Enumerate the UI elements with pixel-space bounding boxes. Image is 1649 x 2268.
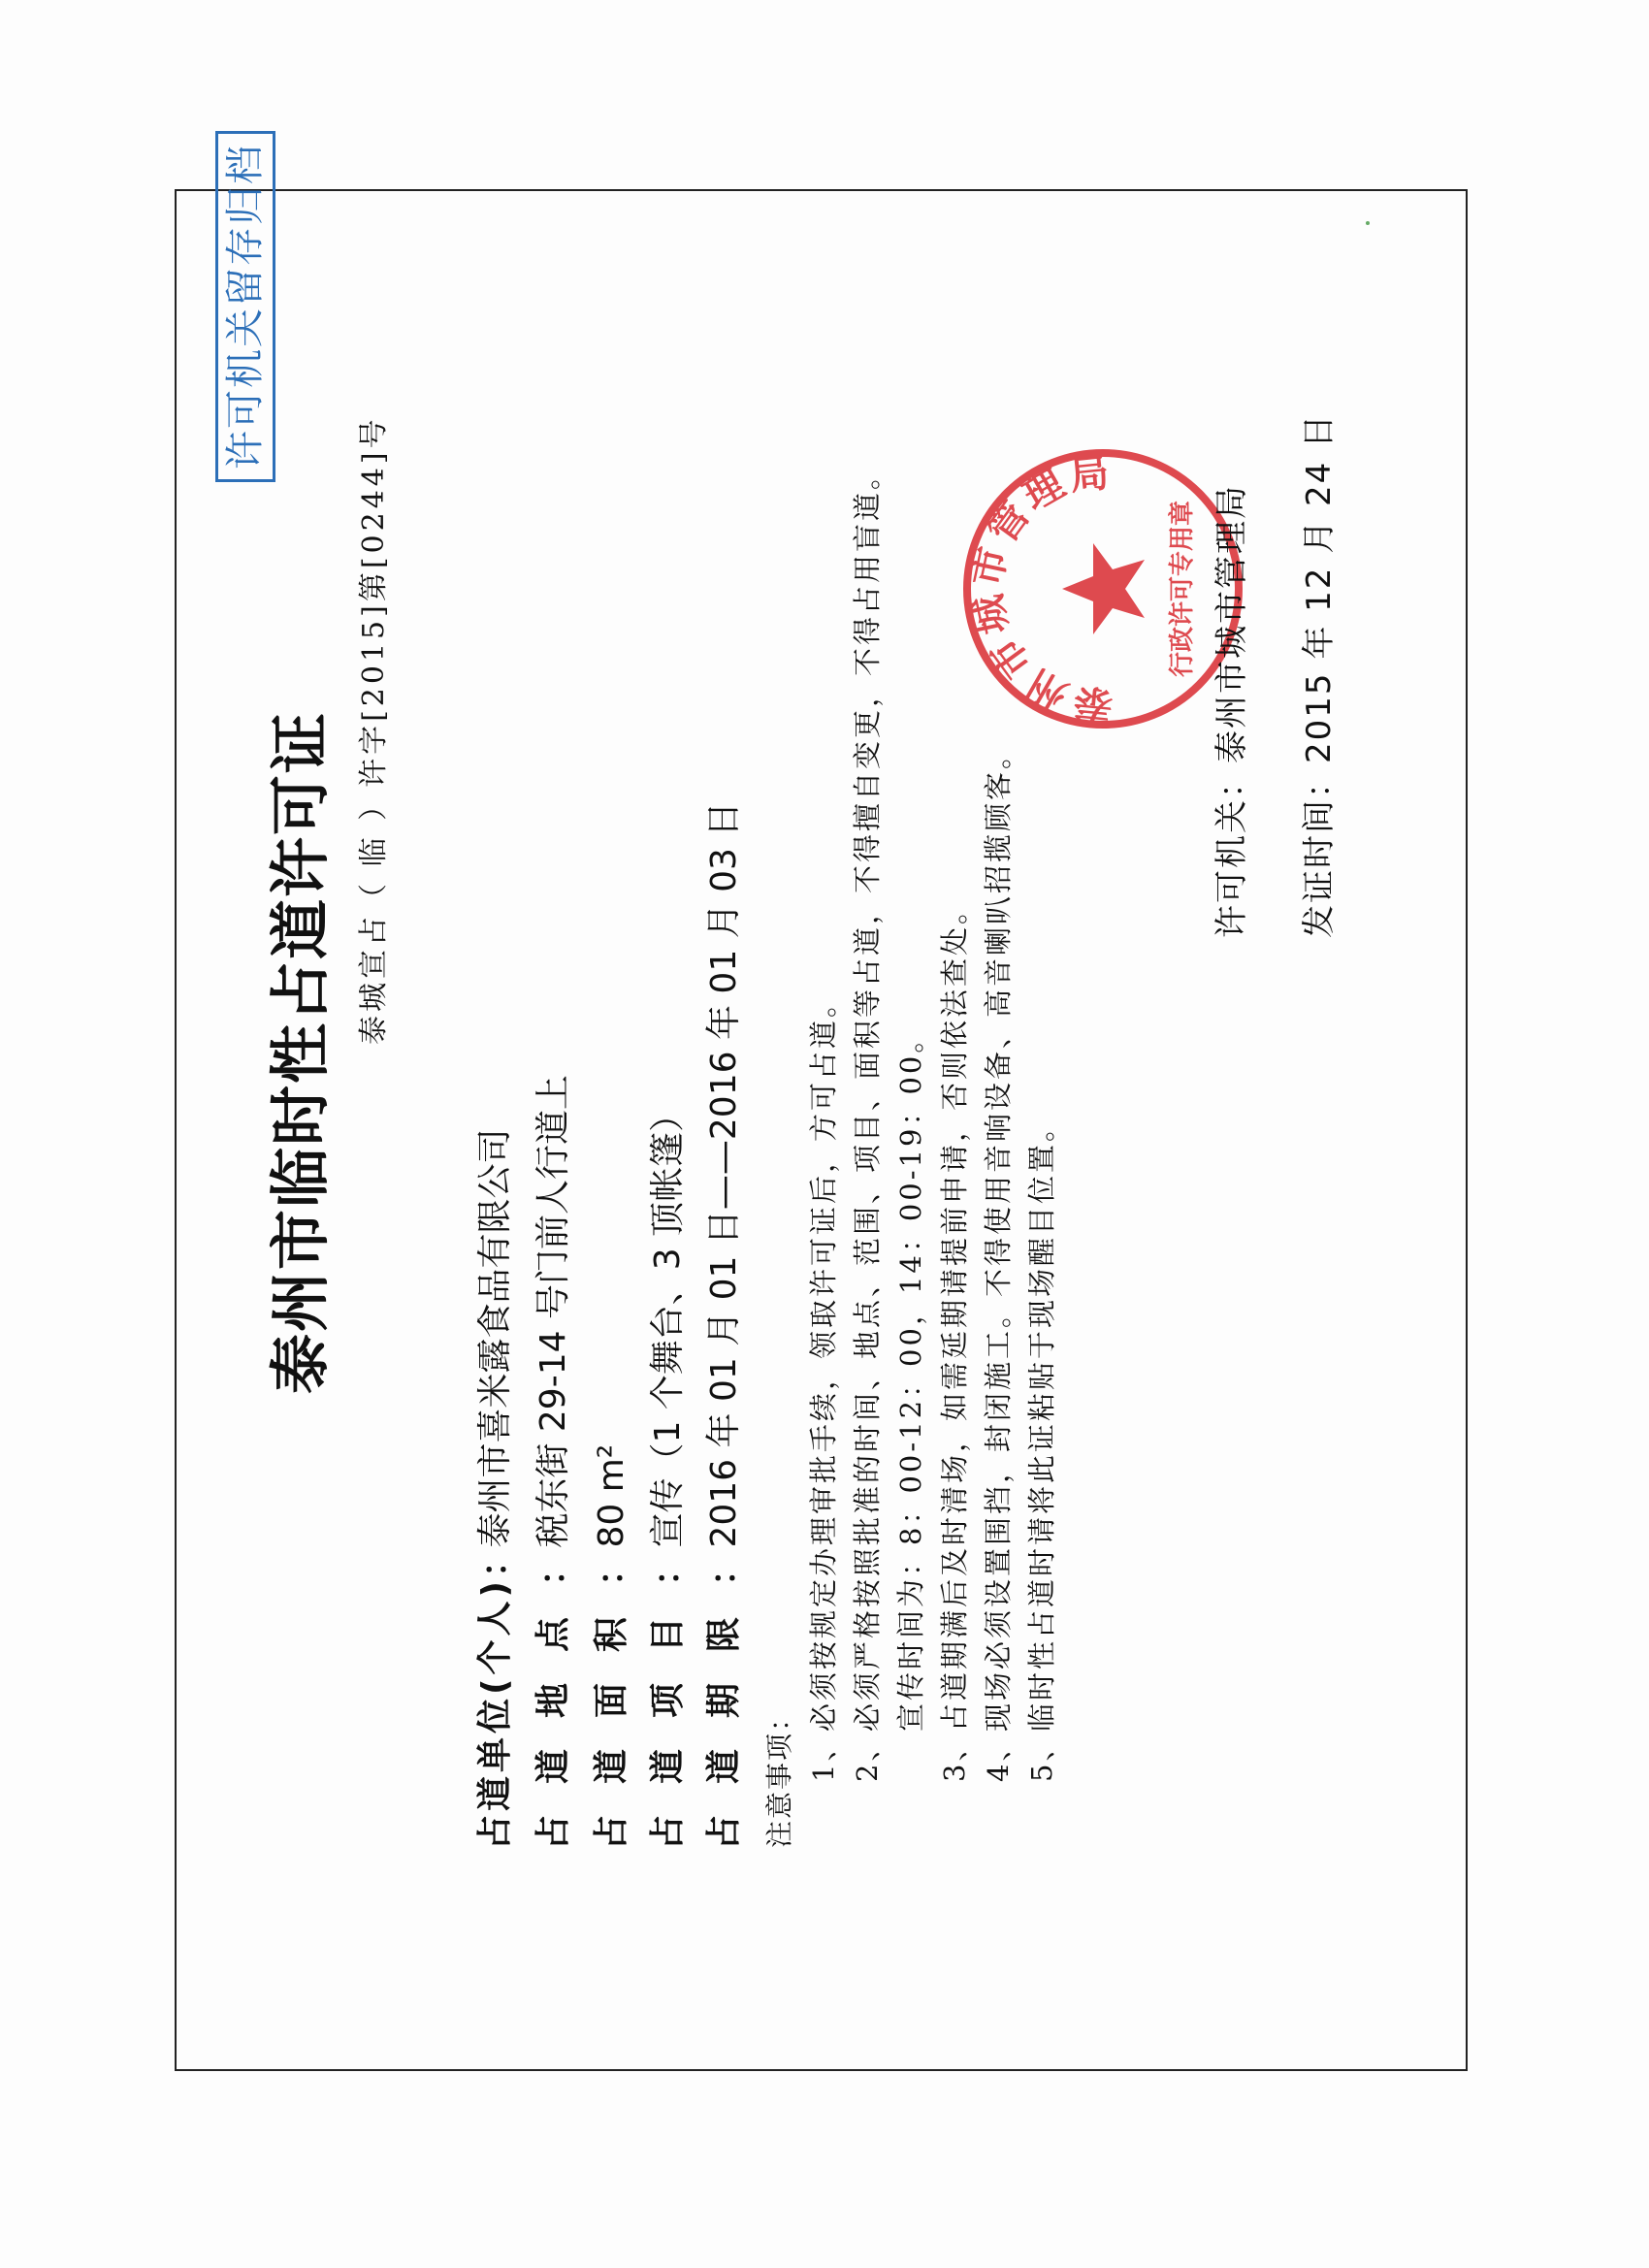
note-text: 临时性占道时请将此证粘贴于现场醒目位置。 — [1025, 1110, 1058, 1732]
page-title: 泰州市临时性占道许可证 — [265, 710, 336, 1394]
authority-name: 泰州市城市管理局 — [1212, 484, 1251, 763]
field-label: 占道期限： — [704, 1519, 744, 1850]
note-text: 宣传时间为：8：00-12：00，14：00-19：00。 — [894, 1021, 927, 1732]
issue-label: 发证时间： — [1300, 763, 1339, 938]
note-item — [933, 893, 973, 1782]
note-number: 5、 — [1025, 1730, 1058, 1782]
notes-title: 注意事项： — [763, 1701, 795, 1848]
field-value: 宣传（1 个舞台、3 顶帐篷） — [648, 1096, 688, 1548]
seal-star-icon — [1062, 543, 1145, 634]
field-label: 占道项目： — [648, 1519, 688, 1850]
scan-speck — [1366, 221, 1370, 225]
field-label: 占道面积： — [592, 1519, 631, 1850]
field-value: 税东街 29-14 号门前人行道上 — [534, 1075, 573, 1548]
note-number: 4、 — [982, 1730, 1015, 1782]
field-value: 80 m² — [592, 1443, 631, 1548]
certificate-frame — [175, 144, 1468, 2071]
permit-number: 泰城宣占（ 临 ）许字[2015]第[0244]号 — [357, 415, 391, 1045]
field-occupant — [468, 1129, 516, 1850]
issuing-authority — [1205, 484, 1252, 938]
field-value: 2016 年 01 月 01 日——2016 年 01 月 03 日 — [704, 801, 744, 1548]
field-period — [696, 802, 745, 1850]
field-label: 占道地点： — [534, 1519, 573, 1850]
note-item — [846, 459, 886, 1782]
note-item — [889, 1022, 929, 1782]
seal-bottom-text: 行政许可专用章 — [1168, 500, 1197, 678]
note-text: 必须按规定办理审批手续，领取许可证后，方可占道。 — [807, 986, 840, 1732]
issue-date-value: 2015 年 12 月 24 日 — [1300, 412, 1339, 763]
field-label: 占道单位(个人)： — [475, 1539, 515, 1850]
archive-stamp: 许可机关留存归档 — [215, 131, 275, 482]
note-item — [977, 738, 1017, 1782]
note-text: 占道期满后及时清场，如需延期请提前申请，否则依法查处。 — [938, 892, 971, 1732]
note-text: 现场必须设置围挡，封闭施工。不得使用音响设备、高音喇叭招揽顾客。 — [982, 737, 1015, 1732]
issue-date — [1292, 413, 1340, 938]
note-item — [802, 987, 842, 1782]
certificate-content — [177, 144, 1470, 2073]
field-project — [640, 1097, 689, 1850]
field-location — [526, 1075, 574, 1850]
note-text: 必须严格按照批准的时间、地点、范围、项目、面积等占道，不得擅自变更，不得占用盲道。 — [851, 458, 884, 1732]
note-item — [1020, 1111, 1060, 1782]
seal-top-text: 泰州市城市管理局 — [964, 450, 1116, 728]
note-number: 2、 — [851, 1730, 884, 1782]
note-number: 1、 — [807, 1730, 840, 1782]
authority-label: 许可机关： — [1212, 763, 1251, 938]
note-number: 3、 — [938, 1730, 971, 1782]
field-value: 泰州市喜米露食品有限公司 — [475, 1128, 515, 1548]
field-area — [584, 1444, 632, 1850]
